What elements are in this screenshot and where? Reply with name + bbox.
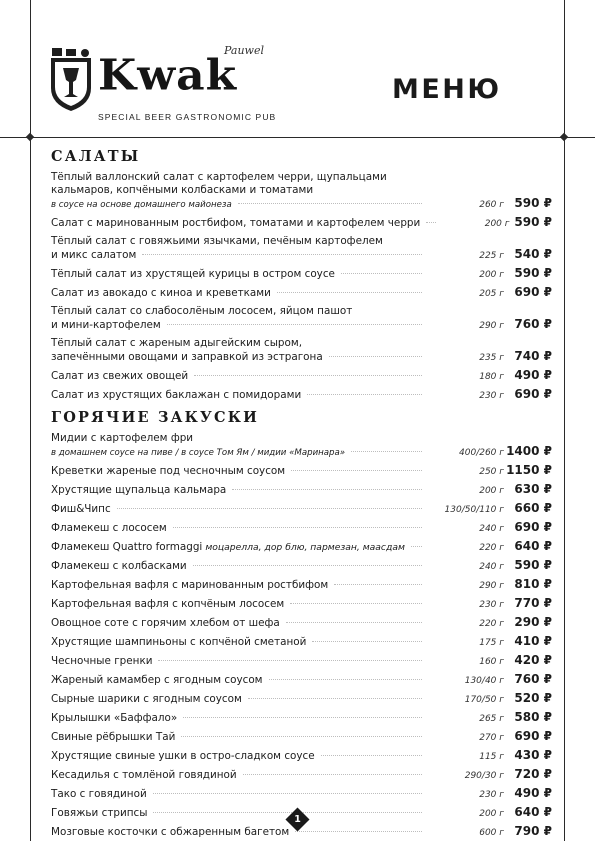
item-name: Фламекеш с лососем (51, 522, 167, 534)
page-title: МЕНЮ (392, 74, 502, 105)
section-title: ГОРЯЧИЕ ЗАКУСКИ (51, 409, 260, 426)
item-row (51, 521, 552, 536)
item-row (51, 559, 552, 574)
menu-item (51, 616, 552, 631)
menu-item (51, 578, 552, 593)
item-weight: 220 г (479, 619, 504, 629)
kwak-logo (48, 44, 298, 124)
item-note: в домашнем соусе на пиве / в соусе Том Ям / мидии «Маринара» (51, 448, 346, 458)
item-weight: 400/260 г (459, 448, 504, 458)
item-price: 490 ₽ (514, 368, 552, 382)
item-row (51, 711, 552, 726)
item-price: 690 ₽ (514, 285, 552, 299)
item-price: 290 ₽ (514, 615, 552, 629)
item-price: 410 ₽ (514, 634, 552, 648)
item-row (51, 578, 552, 593)
dot-leader (341, 273, 422, 274)
item-price: 690 ₽ (514, 729, 552, 743)
frame-corner-left (26, 133, 34, 141)
item-name-wrap (51, 541, 405, 554)
item-name-line: Тёплый валлонский салат с картофелем черри, щупальцами (51, 171, 387, 183)
menu-item (51, 787, 552, 802)
item-row (51, 635, 552, 650)
item-name: Сырные шарики с ягодным соусом (51, 693, 242, 705)
item-price: 660 ₽ (514, 501, 552, 515)
item-price: 770 ₽ (514, 596, 552, 610)
item-row (51, 768, 552, 783)
dot-leader (153, 812, 422, 813)
menu-item (51, 432, 552, 460)
item-price: 640 ₽ (514, 539, 552, 553)
item-price: 590 ₽ (514, 215, 552, 229)
menu-item (51, 521, 552, 536)
item-name: Тёплый салат из хрустящей курицы в остром соусе (51, 268, 335, 280)
section-title: САЛАТЫ (51, 148, 141, 165)
menu-item (51, 540, 552, 555)
item-row (51, 787, 552, 802)
menu-content (51, 147, 552, 840)
item-row (51, 216, 552, 231)
logo-script-text: Pauwel (224, 44, 264, 57)
item-name: Чесночные гренки (51, 655, 153, 667)
item-name-line: кальмаров, копчёными колбасками и томатами (51, 184, 314, 196)
item-row (51, 540, 552, 555)
item-price: 640 ₽ (514, 805, 552, 819)
item-name: Фламекеш с колбасками (51, 560, 187, 572)
item-weight: 200 г (479, 486, 504, 496)
item-name: Хрустящие щупальца кальмара (51, 484, 227, 496)
frame-right-line (564, 0, 565, 841)
dot-leader (334, 584, 422, 585)
item-name: Фиш&Чипс (51, 503, 111, 515)
dot-leader (117, 508, 422, 509)
item-row (51, 350, 552, 365)
item-weight: 290/30 г (464, 771, 504, 781)
dot-leader (142, 254, 422, 255)
menu-item (51, 171, 552, 212)
item-name: Тако с говядиной (51, 788, 147, 800)
item-price: 430 ₽ (514, 748, 552, 762)
item-name: Креветки жареные под чесночным соусом (51, 465, 286, 477)
frame-corner-right (560, 133, 568, 141)
item-name: Салат с маринованным ростбифом, томатами и картофелем черри (51, 217, 421, 229)
item-price: 790 ₽ (514, 824, 552, 838)
item-price: 690 ₽ (514, 520, 552, 534)
item-price: 720 ₽ (514, 767, 552, 781)
item-name-line: Мидии с картофелем фри (51, 432, 194, 444)
item-price: 520 ₽ (514, 691, 552, 705)
menu-item (51, 388, 552, 403)
item-weight: 130/40 г (464, 676, 504, 686)
shield-emblem-icon (48, 48, 94, 112)
item-name: Крылышки «Баффало» (51, 712, 178, 724)
dot-leader (286, 622, 422, 623)
item-price: 760 ₽ (514, 317, 552, 331)
dot-leader (307, 394, 422, 395)
item-weight: 220 г (479, 543, 504, 553)
item-weight: 115 г (479, 752, 504, 762)
menu-item (51, 635, 552, 650)
item-row (51, 388, 552, 403)
dot-leader (183, 717, 422, 718)
dot-leader (167, 324, 422, 325)
item-row (51, 318, 552, 333)
dot-leader (411, 546, 422, 547)
dot-leader (158, 660, 422, 661)
menu-item (51, 369, 552, 384)
item-row (51, 673, 552, 688)
item-row (51, 369, 552, 384)
item-weight: 270 г (479, 733, 504, 743)
item-name: Мозговые косточки с обжаренным багетом (51, 826, 290, 838)
frame-left-line (30, 0, 31, 841)
item-weight: 160 г (479, 657, 504, 667)
dot-leader (193, 565, 422, 566)
item-weight: 240 г (479, 524, 504, 534)
item-row (51, 730, 552, 745)
item-row (51, 692, 552, 707)
item-name: и мини-картофелем (51, 319, 161, 331)
item-weight: 250 г (479, 467, 504, 477)
item-name-line: Тёплый салат с жареным адыгейским сыром, (51, 337, 303, 349)
menu-item (51, 464, 552, 479)
item-weight: 230 г (479, 391, 504, 401)
item-name: запечёнными овощами и заправкой из эстрагона (51, 351, 323, 363)
item-name: Овощное соте с горячим хлебом от шефа (51, 617, 280, 629)
dot-leader (269, 679, 422, 680)
menu-item (51, 305, 552, 333)
item-weight: 600 г (479, 828, 504, 838)
dot-leader (248, 698, 422, 699)
item-name: Картофельная вафля с копчёным лососем (51, 598, 285, 610)
menu-item (51, 267, 552, 282)
menu-item (51, 483, 552, 498)
item-row (51, 502, 552, 517)
item-name: Свиные рёбрышки Тай (51, 731, 176, 743)
item-name: Кесадилья с томлёной говядиной (51, 769, 237, 781)
item-name: Салат из авокадо с киноа и креветками (51, 287, 271, 299)
item-name: Салат из хрустящих баклажан с помидорами (51, 389, 302, 401)
menu-item (51, 749, 552, 764)
item-name: Фламекеш Quattro formaggi (51, 541, 203, 553)
menu-item (51, 692, 552, 707)
item-weight: 170/50 г (464, 695, 504, 705)
item-price: 590 ₽ (514, 196, 552, 210)
dot-leader (238, 203, 422, 204)
dot-leader (181, 736, 422, 737)
dot-leader (277, 292, 422, 293)
item-row (51, 654, 552, 669)
menu-item (51, 502, 552, 517)
menu-item (51, 673, 552, 688)
menu-item (51, 235, 552, 263)
dot-leader (173, 527, 422, 528)
item-weight: 260 г (479, 200, 504, 210)
dot-leader (153, 793, 422, 794)
item-price: 740 ₽ (514, 349, 552, 363)
item-price: 630 ₽ (514, 482, 552, 496)
item-weight: 200 г (484, 219, 510, 229)
item-name: и микс салатом (51, 249, 137, 261)
dot-leader (351, 451, 422, 452)
page-number: 1 (294, 814, 301, 825)
item-price: 1400 ₽ (506, 444, 552, 458)
item-name: Хрустящие шампиньоны с копчёной сметаной (51, 636, 307, 648)
item-price: 590 ₽ (514, 558, 552, 572)
dot-leader (321, 755, 422, 756)
item-name-line: Тёплый салат со слабосолёным лососем, яйцом пашот (51, 305, 353, 317)
dot-leader (329, 356, 422, 357)
item-price: 1150 ₽ (506, 463, 552, 477)
item-weight: 290 г (479, 581, 504, 591)
logo-subtitle: SPECIAL BEER GASTRONOMIC PUB (98, 112, 277, 122)
item-price: 760 ₽ (514, 672, 552, 686)
item-name: Говяжьи стрипсы (51, 807, 148, 819)
item-price: 580 ₽ (514, 710, 552, 724)
menu-item (51, 286, 552, 301)
dot-leader (291, 470, 422, 471)
item-weight: 265 г (479, 714, 504, 724)
item-inline-note: моцарелла, дор блю, пармезан, маасдам (205, 542, 405, 553)
item-weight: 235 г (479, 353, 504, 363)
item-weight: 225 г (479, 251, 504, 261)
header-divider (0, 137, 595, 138)
menu-item (51, 216, 552, 231)
item-price: 810 ₽ (514, 577, 552, 591)
item-name: Салат из свежих овощей (51, 370, 189, 382)
item-note: в соусе на основе домашнего майонеза (51, 200, 232, 210)
dot-leader (194, 375, 422, 376)
item-row (51, 267, 552, 282)
menu-item (51, 654, 552, 669)
item-name: Картофельная вафля с маринованным ростбифом (51, 579, 329, 591)
item-price: 540 ₽ (514, 247, 552, 261)
menu-item (51, 768, 552, 783)
item-price: 590 ₽ (514, 266, 552, 280)
item-weight: 200 г (479, 270, 504, 280)
item-row (51, 464, 552, 479)
item-row (51, 749, 552, 764)
dot-leader (426, 222, 436, 223)
item-row (51, 483, 552, 498)
item-weight: 200 г (479, 809, 504, 819)
item-weight: 290 г (479, 321, 504, 331)
item-price: 490 ₽ (514, 786, 552, 800)
dot-leader (232, 489, 422, 490)
item-name: Жареный камамбер с ягодным соусом (51, 674, 263, 686)
item-row (51, 248, 552, 263)
item-weight: 205 г (479, 289, 504, 299)
dot-leader (312, 641, 422, 642)
menu-item (51, 597, 552, 612)
menu-item (51, 337, 552, 365)
item-name-line: Тёплый салат с говяжьими язычками, печёным картофелем (51, 235, 383, 247)
dot-leader (290, 603, 422, 604)
item-weight: 175 г (479, 638, 504, 648)
menu-item (51, 711, 552, 726)
item-weight: 130/50/110 г (444, 505, 504, 515)
item-row (51, 445, 552, 460)
item-weight: 230 г (479, 790, 504, 800)
item-row (51, 197, 552, 212)
item-weight: 180 г (479, 372, 504, 382)
item-price: 420 ₽ (514, 653, 552, 667)
dot-leader (243, 774, 422, 775)
item-row (51, 286, 552, 301)
item-row (51, 616, 552, 631)
item-name: Хрустящие свиные ушки в остро-сладком соусе (51, 750, 315, 762)
item-row (51, 597, 552, 612)
item-weight: 240 г (479, 562, 504, 572)
logo-wordmark: Kwak (98, 51, 238, 100)
dot-leader (295, 831, 422, 832)
menu-item (51, 559, 552, 574)
item-weight: 230 г (479, 600, 504, 610)
menu-item (51, 730, 552, 745)
item-price: 690 ₽ (514, 387, 552, 401)
